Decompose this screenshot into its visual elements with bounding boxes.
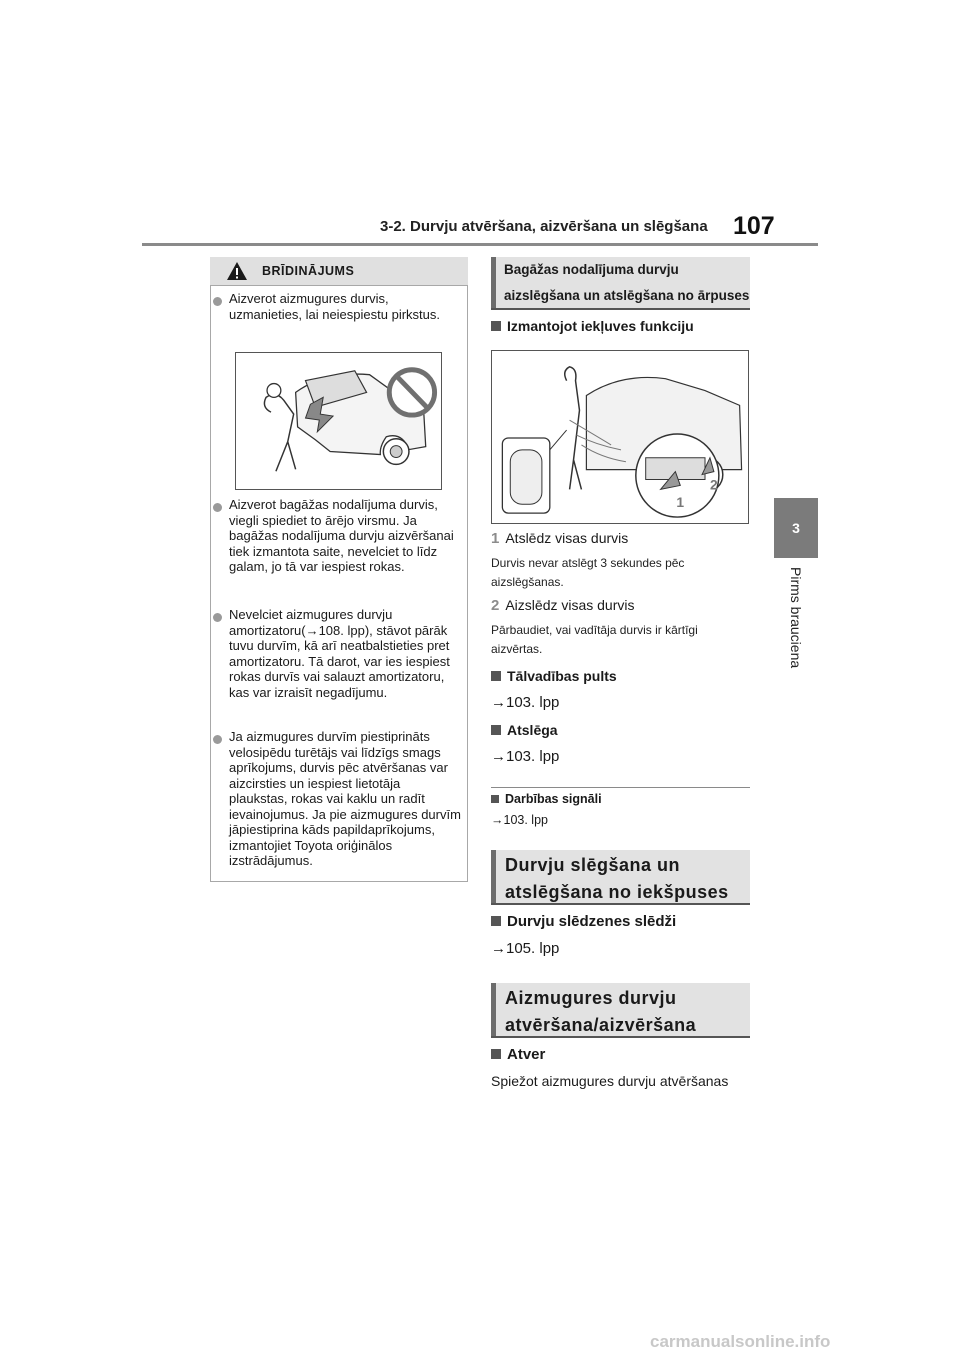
bullet-icon <box>213 735 222 744</box>
entry-function-illustration <box>491 350 749 524</box>
step-2: 2 Aizslēdz visas durvis <box>491 597 635 614</box>
bullet-icon <box>213 503 222 512</box>
bullet-icon <box>213 613 222 622</box>
warning-title: BRĪDINĀJUMS <box>262 264 355 278</box>
header-rule <box>142 243 818 246</box>
warning-item-3: Nevelciet aizmugures durvju amortizatoru(→108. lpp), stāvot pārāk tuvu durvīm, kā arī neatbalstieties pret amortizatoru. Tā darot, var ies iespiest rokas durvīs vai salauzt amortizatoru, kas var izraisīt negadījumu. <box>229 607 450 700</box>
subheading-lock-switch: Durvju slēdzenes slēdži <box>491 913 676 930</box>
square-bullet-icon <box>491 671 501 681</box>
warning-item-2: Aizverot bagāžas nodalījuma durvis, viegli spiediet to ārējo virsmu. Ja bagāžas nodalījuma durvju aizvēršanai tiek izmantota saite, nevelciet to līdz galam, jo tā var iespiest rokas. <box>229 497 454 574</box>
ref-signals: →103. lpp <box>491 813 548 827</box>
trunk-pinch-illustration <box>235 352 442 490</box>
step-1: 1 Atslēdz visas durvis <box>491 530 629 547</box>
section-title: 3-2. Durvju atvēršana, aizvēršana un slēgšana <box>380 218 708 235</box>
warning-item-4: Ja aizmugures durvīm piestiprināts velosipēdu turētājs vai līdzīgs smags aprīkojums, durvis pēc atvēršanas var aizcirsties un iespiest lietotāja plaukstas, rokas vai kaklu un radīt ievainojumus. Ja pie aizmugures durvīm jāpiestiprina kāds papildaprīkojums, izmantojiet Toyota oriģinālos izstrādājumus. <box>229 729 461 868</box>
section-heading-outside: Bagāžas nodalījuma durvju aizslēgšana un atslēgšana no ārpuses <box>491 257 750 309</box>
ref-key: →103. lpp <box>491 748 560 765</box>
page-number: 107 <box>733 212 775 240</box>
chapter-tab: 3 <box>774 498 818 558</box>
warning-triangle-icon <box>226 261 248 281</box>
ref-remote: →103. lpp <box>491 694 560 711</box>
square-bullet-icon <box>491 321 501 331</box>
section-heading-inside: Durvju slēgšana un atslēgšana no iekšpuses <box>491 850 750 904</box>
square-bullet-icon <box>491 1049 501 1059</box>
square-bullet-icon <box>491 916 501 926</box>
note-2: Pārbaudiet, vai vadītāja durvis ir kārtīgi aizvērtas. <box>491 623 698 656</box>
subheading-signals: Darbības signāli <box>491 792 602 806</box>
figure-callout-2: 2 <box>709 476 718 493</box>
warning-item-1: Aizverot aizmugures durvis, uzmanieties, lai neiespiestu pirkstus. <box>229 291 440 322</box>
subheading-open: Atver <box>491 1046 545 1063</box>
square-bullet-icon <box>491 795 499 803</box>
open-text: Spiežot aizmugures durvju atvēršanas <box>491 1073 729 1089</box>
watermark: carmanualsonline.info <box>650 1332 831 1351</box>
divider <box>491 787 750 788</box>
subheading-key: Atslēga <box>491 722 558 738</box>
subheading-entry-function: Izmantojot iekļuves funkciju <box>491 318 694 334</box>
square-bullet-icon <box>491 725 501 735</box>
heading-rule <box>491 903 750 905</box>
heading-rule <box>491 308 750 310</box>
chapter-label: Pirms brauciena <box>788 567 804 669</box>
figure-callout-1: 1 <box>676 494 685 511</box>
ref-lock-switch: →105. lpp <box>491 940 560 957</box>
note-1: Durvis nevar atslēgt 3 sekundes pēc aizslēgšanas. <box>491 556 685 589</box>
heading-rule <box>491 1036 750 1038</box>
section-heading-back-door: Aizmugures durvju atvēršana/aizvēršana <box>491 983 750 1037</box>
bullet-icon <box>213 297 222 306</box>
subheading-remote: Tālvadības pults <box>491 668 617 684</box>
